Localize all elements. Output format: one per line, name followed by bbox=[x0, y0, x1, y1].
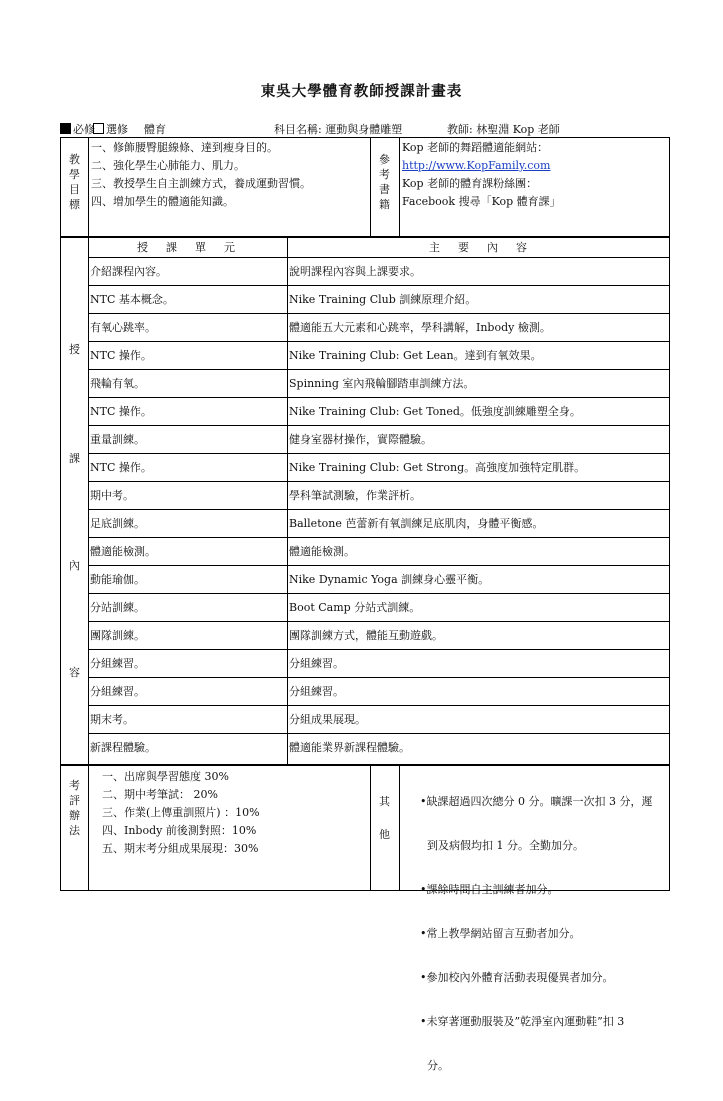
content-cell: 說明課程內容與上課要求。 bbox=[289, 265, 421, 278]
grading-label: 考 評 辦 法 bbox=[69, 779, 80, 837]
unit-cell: 團隊訓練。 bbox=[90, 629, 145, 642]
unit-cell: 重量訓練。 bbox=[90, 433, 145, 446]
content-cell: Nike Dynamic Yoga 訓練身心靈平衡。 bbox=[289, 573, 490, 586]
content-cell: 體適能五大元素和心跳率，學科講解，Inbody 檢測。 bbox=[289, 321, 551, 334]
course-info-line bbox=[60, 121, 670, 137]
content-cell: Boot Camp 分站式訓練。 bbox=[289, 601, 421, 614]
content-row bbox=[88, 509, 669, 537]
other-item: •課餘時間自主訓練者加分。 bbox=[420, 883, 559, 896]
content-cell: 分組練習。 bbox=[289, 657, 344, 670]
unit-cell: 分站訓練。 bbox=[90, 601, 145, 614]
content-row bbox=[88, 537, 669, 565]
teacher-name: 教師: 林聖淵 Kop 老師 bbox=[447, 123, 560, 136]
unit-cell: 分組練習。 bbox=[90, 685, 145, 698]
unit-cell: NTC 基本概念。 bbox=[90, 293, 174, 306]
content-row bbox=[88, 677, 669, 705]
course-type: 體育 bbox=[144, 123, 166, 136]
content-cell: 體適能檢測。 bbox=[289, 545, 355, 558]
required-option bbox=[60, 121, 95, 137]
content-row bbox=[88, 285, 669, 313]
content-row bbox=[88, 257, 669, 285]
references-label: 參 考 書 籍 bbox=[379, 153, 390, 211]
unit-cell: NTC 操作。 bbox=[90, 405, 152, 418]
subject-name: 科目名稱: 運動與身體雕塑 bbox=[274, 123, 403, 136]
content-row bbox=[88, 481, 669, 509]
unit-cell: 期中考。 bbox=[90, 489, 134, 502]
document-title: 東吳大學體育教師授課計畫表 bbox=[260, 83, 463, 100]
objective-item: 一、修飾腰臀腿線條、達到瘦身目的。 bbox=[91, 141, 278, 154]
content-row bbox=[88, 593, 669, 621]
other-item: •缺課超過四次總分 0 分。曠課一次扣 3 分，遲 bbox=[420, 795, 653, 808]
checked-box-icon bbox=[60, 123, 71, 134]
content-cell: Nike Training Club 訓練原理介紹。 bbox=[289, 293, 477, 306]
reference-line: Kop 老師的體育課粉絲團： bbox=[402, 177, 538, 190]
unit-cell: 足底訓練。 bbox=[90, 517, 145, 530]
other-item: •常上教學網站留言互動者加分。 bbox=[420, 927, 581, 940]
unit-cell: 有氧心跳率。 bbox=[90, 321, 156, 334]
other-label: 其 他 bbox=[379, 795, 390, 841]
reference-line: Facebook 搜尋「Kop 體育課」 bbox=[402, 195, 561, 208]
grading-block bbox=[60, 765, 670, 1072]
objectives-label: 教 學 目 標 bbox=[69, 153, 80, 211]
unit-cell: 體適能檢測。 bbox=[90, 545, 156, 558]
content-row bbox=[88, 453, 669, 481]
content-row bbox=[88, 621, 669, 649]
unit-cell: 新課程體驗。 bbox=[90, 741, 156, 754]
reference-line: Kop 老師的舞蹈體適能網站： bbox=[402, 141, 549, 154]
column-header-content: 主要內容 bbox=[429, 241, 545, 254]
content-cell: Nike Training Club: Get Lean。達到有氧效果。 bbox=[289, 349, 542, 362]
content-cell: 學科筆試測驗，作業評析。 bbox=[289, 489, 421, 502]
other-item: •未穿著運動服裝及”乾淨室內運動鞋”扣 3 bbox=[420, 1015, 625, 1028]
website-link[interactable]: http://www.KopFamily.com bbox=[402, 159, 551, 172]
content-row bbox=[88, 705, 669, 733]
content-row bbox=[88, 649, 669, 677]
content-cell: Nike Training Club: Get Strong。高強度加強特定肌群。 bbox=[289, 461, 586, 474]
unit-cell: 分組練習。 bbox=[90, 657, 145, 670]
other-item: •參加校內外體育活動表現優異者加分。 bbox=[420, 971, 614, 984]
elective-label: 選修 bbox=[106, 123, 128, 136]
grading-list bbox=[102, 768, 260, 858]
content-cell: 體適能業界新課程體驗。 bbox=[289, 741, 410, 754]
objective-item: 三、教授學生自主訓練方式，養成運動習慣。 bbox=[91, 177, 311, 190]
unit-cell: NTC 操作。 bbox=[90, 349, 152, 362]
objectives-list bbox=[91, 139, 311, 211]
content-row bbox=[88, 425, 669, 453]
content-row bbox=[88, 733, 669, 761]
content-table bbox=[60, 237, 670, 765]
other-list bbox=[420, 767, 652, 1101]
unit-cell: 飛輪有氧。 bbox=[90, 377, 145, 390]
elective-option bbox=[93, 121, 128, 137]
content-row bbox=[88, 565, 669, 593]
grading-item: 二、期中考筆試： 20% bbox=[102, 788, 218, 801]
unit-cell: 動能瑜伽。 bbox=[90, 573, 145, 586]
content-row bbox=[88, 341, 669, 369]
content-cell: 健身室器材操作，實際體驗。 bbox=[289, 433, 432, 446]
content-row bbox=[88, 369, 669, 397]
other-item: 到及病假均扣 1 分。全勤加分。 bbox=[420, 839, 584, 852]
objective-item: 四、增加學生的體適能知識。 bbox=[91, 195, 234, 208]
content-label: 授 課 內 容 bbox=[69, 343, 80, 679]
unit-cell: 介紹課程內容。 bbox=[90, 265, 167, 278]
grading-item: 五、期末考分組成果展現：30% bbox=[102, 842, 259, 855]
content-cell: 分組成果展現。 bbox=[289, 713, 366, 726]
unchecked-box-icon bbox=[93, 123, 104, 134]
column-header-unit: 授課單元 bbox=[137, 241, 253, 254]
grading-item: 一、出席與學習態度 30% bbox=[102, 770, 229, 783]
content-cell: Balletone 芭蕾新有氧訓練足底肌肉，身體平衡感。 bbox=[289, 517, 544, 530]
unit-cell: NTC 操作。 bbox=[90, 461, 152, 474]
objective-item: 二、強化學生心肺能力、肌力。 bbox=[91, 159, 245, 172]
references-list bbox=[402, 139, 561, 211]
content-cell: Spinning 室內飛輪腳踏車訓練方法。 bbox=[289, 377, 475, 390]
grading-item: 三、作業(上傳重訓照片) ：10% bbox=[102, 806, 260, 819]
objectives-block bbox=[60, 137, 670, 237]
content-cell: 團隊訓練方式，體能互動遊戲。 bbox=[289, 629, 443, 642]
other-item: 分。 bbox=[420, 1059, 449, 1072]
content-cell: Nike Training Club: Get Toned。低強度訓練雕塑全身。 bbox=[289, 405, 581, 418]
content-row bbox=[88, 397, 669, 425]
grading-item: 四、Inbody 前後測對照：10% bbox=[102, 824, 257, 837]
content-rows bbox=[61, 257, 669, 764]
content-cell: 分組練習。 bbox=[289, 685, 344, 698]
unit-cell: 期末考。 bbox=[90, 713, 134, 726]
required-label: 必修 bbox=[73, 123, 95, 136]
content-row bbox=[88, 313, 669, 341]
